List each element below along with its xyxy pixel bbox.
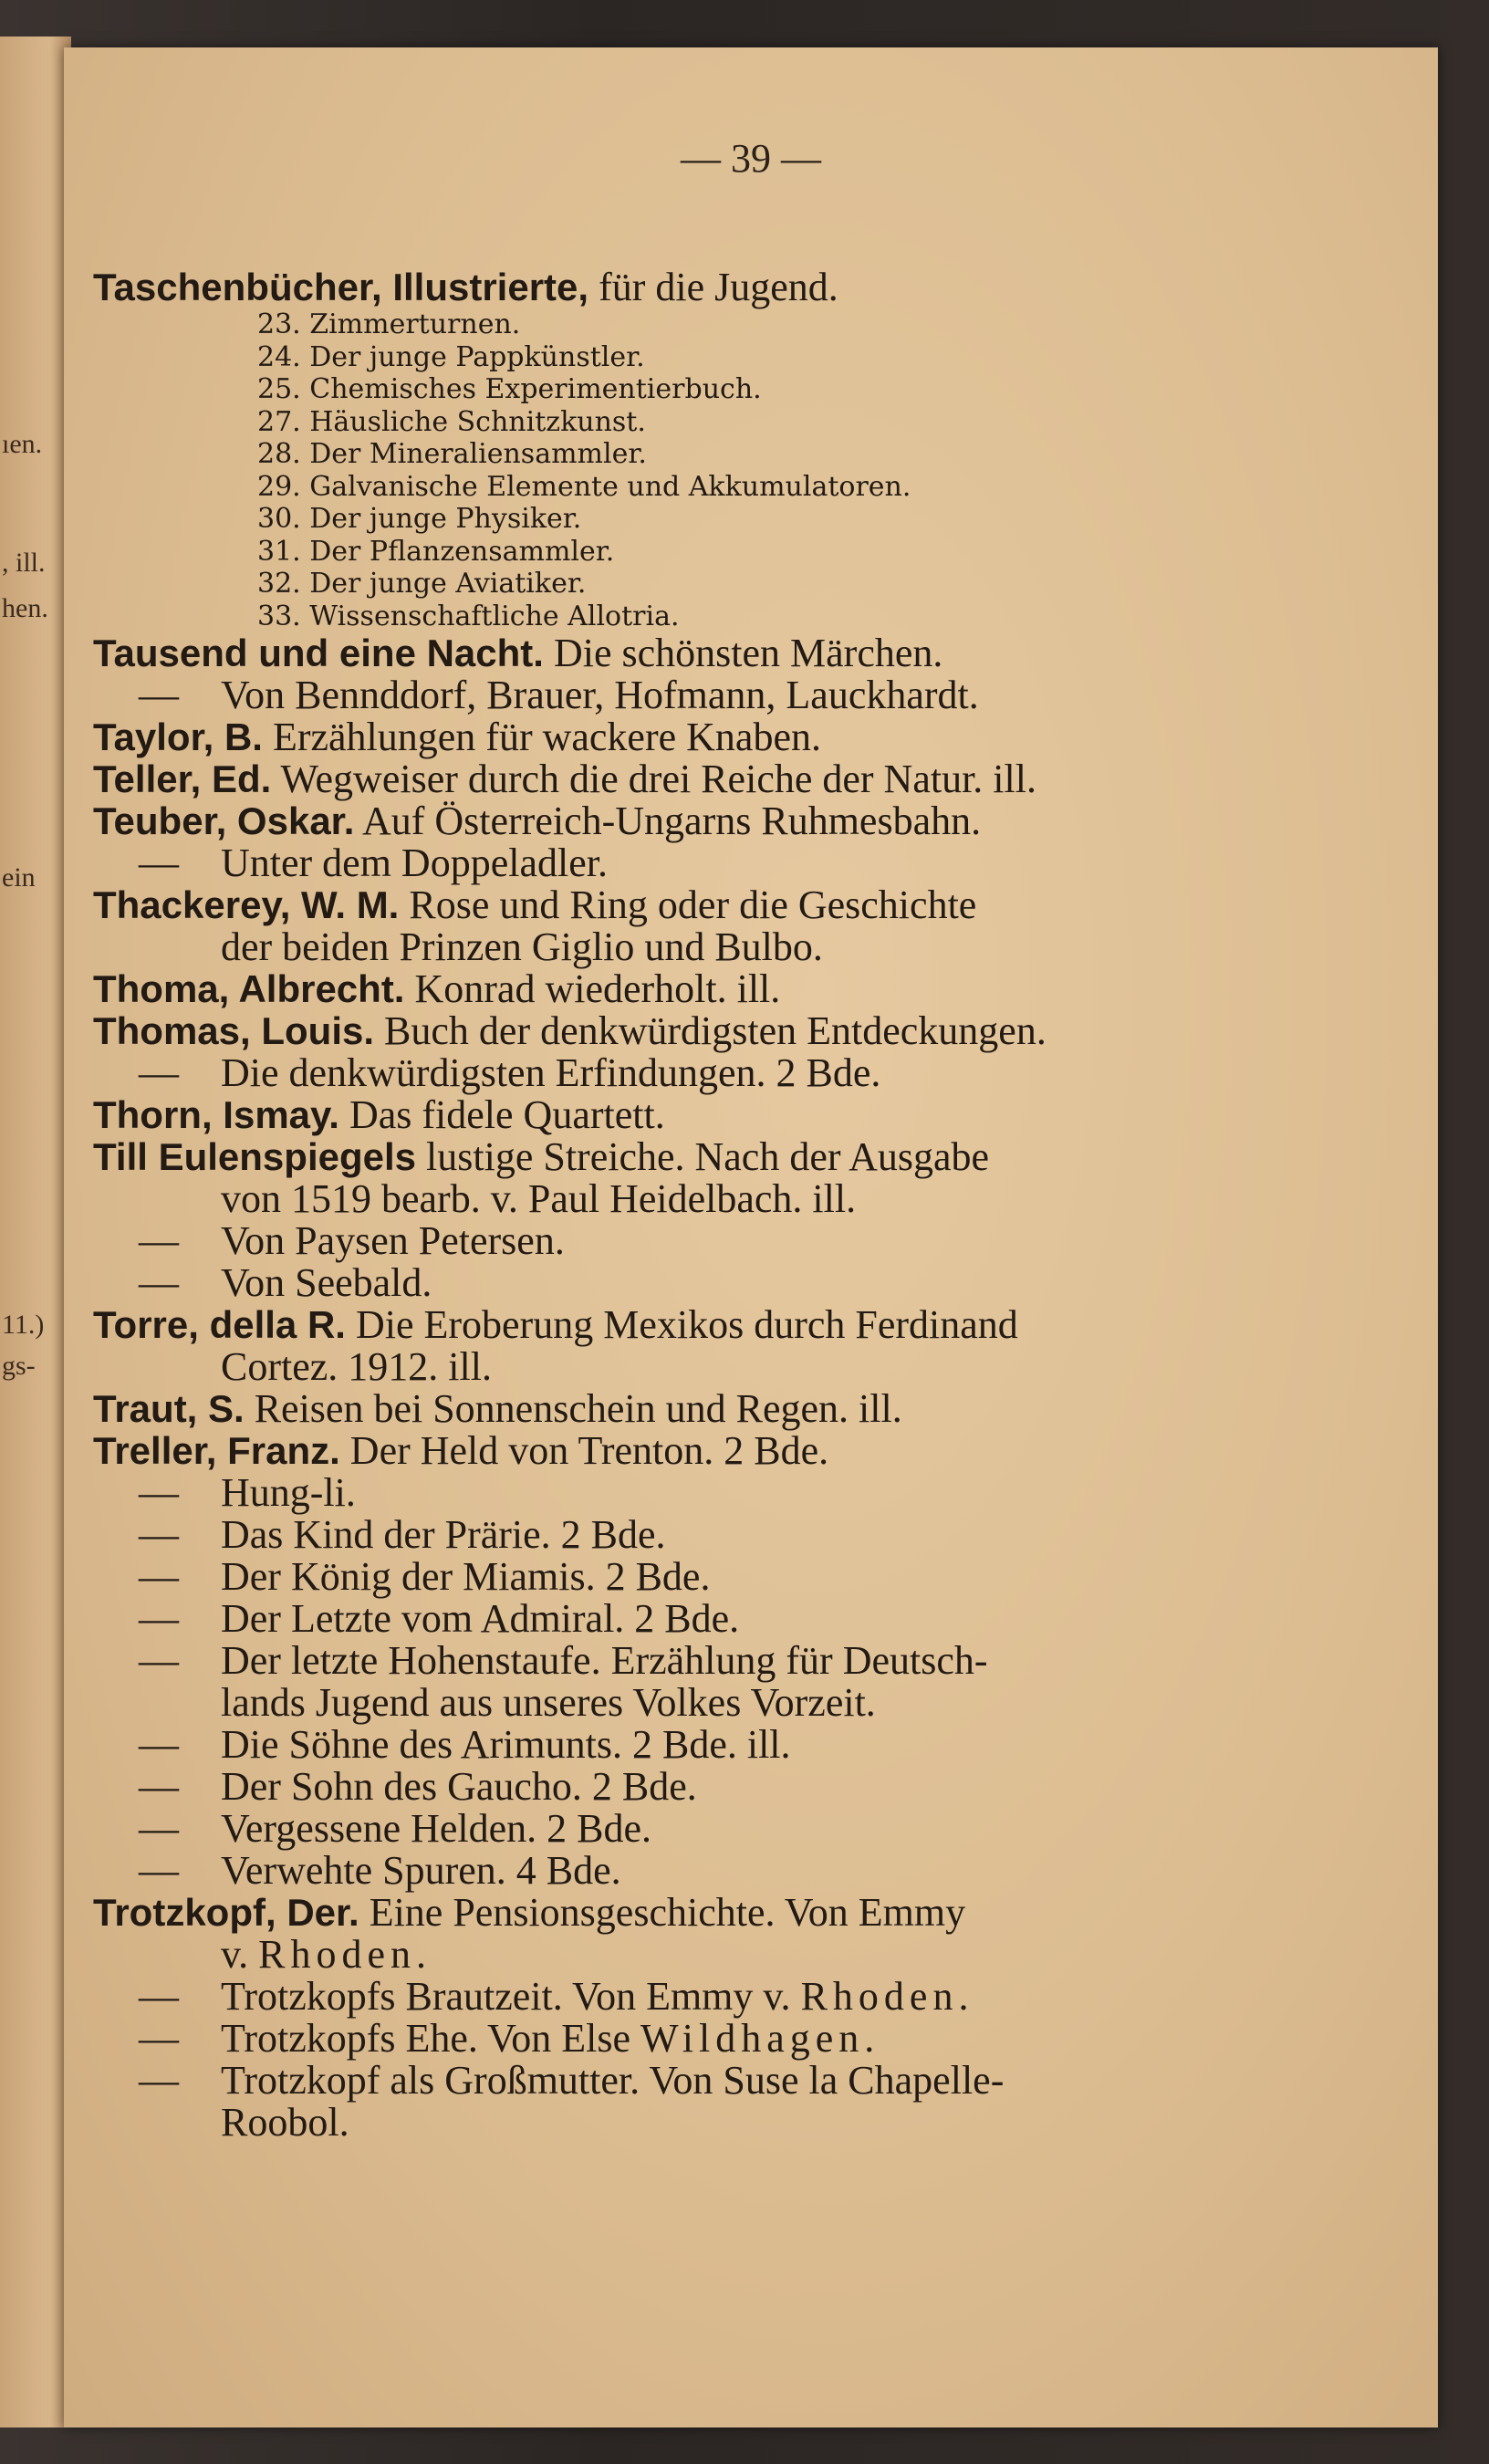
entry-line — [93, 1766, 1316, 1808]
catalog-entry — [93, 1094, 1316, 1136]
catalog-entries — [93, 266, 1316, 2144]
margin-fragment: hen. — [2, 593, 48, 623]
entry-line — [93, 1850, 1316, 1892]
entry-title: Von Paysen Petersen. — [221, 1218, 565, 1263]
series-item: 33. Wissenschaftliche Allotria. — [257, 600, 680, 632]
entry-line — [93, 1136, 1316, 1178]
entry-line — [93, 1976, 1316, 2018]
entry-title: Auf Österreich-Ungarns Ruhmesbahn. — [354, 799, 982, 843]
entry-continuation: von 1519 bearb. v. Paul Heidelbach. ill. — [221, 1176, 857, 1221]
spaced-name: Rhoden — [800, 1974, 959, 2019]
ditto-mark: — — [139, 1050, 179, 1095]
series-item: 30. Der junge Physiker. — [257, 503, 582, 535]
entry-title: Das Kind der Prärie. 2 Bde. — [221, 1512, 666, 1557]
entry-author: Thorn, Ismay. — [93, 1093, 339, 1136]
entry-title: Reisen bei Sonnenschein und Regen. ill. — [244, 1386, 902, 1431]
entry-author: Till Eulenspiegels — [93, 1135, 417, 1178]
ditto-mark: — — [139, 1638, 179, 1683]
entry-title: Der König der Miamis. 2 Bde. — [221, 1554, 711, 1599]
entry-title: lustige Streiche. Nach der Ausgabe — [416, 1134, 990, 1179]
ditto-mark: — — [139, 1512, 179, 1557]
entry-continuation: Roobol. — [221, 2100, 349, 2145]
entry-continuation: lands Jugend aus unseres Volkes Vorzeit. — [221, 1680, 876, 1725]
previous-page-edge — [0, 37, 71, 2427]
entry-author: Treller, Franz. — [93, 1429, 340, 1472]
entry-line — [93, 1640, 1316, 1682]
entry-title: Hung-li. — [221, 1470, 356, 1515]
entry-title: Die denkwürdigsten Erfindungen. 2 Bde. — [221, 1050, 881, 1095]
catalog-entry — [93, 968, 1316, 1010]
entry-line — [93, 1304, 1316, 1346]
catalog-entry — [93, 758, 1316, 800]
entry-line — [93, 1220, 1316, 1262]
entry-title: Unter dem Doppeladler. — [221, 840, 608, 885]
catalog-entry — [93, 1472, 1316, 1514]
entry-title: Trotzkopf als Großmutter. Von Suse la Chapelle- — [221, 2058, 1005, 2103]
entry-punct: . — [416, 1932, 427, 1977]
entry-line — [93, 884, 1316, 926]
catalog-entry — [93, 1136, 1316, 1220]
entry-title: Konrad wiederholt. ill. — [404, 966, 781, 1011]
catalog-entry — [93, 1220, 1316, 1262]
ditto-mark: — — [139, 1764, 179, 1809]
margin-fragment: ıen. — [2, 429, 43, 459]
entry-line — [93, 1682, 1316, 1724]
catalog-entry — [93, 1808, 1316, 1850]
ditto-mark: — — [139, 1848, 179, 1893]
entry-title: Die Söhne des Arimunts. 2 Bde. ill. — [221, 1722, 791, 1767]
entry-author: Trotzkopf, Der. — [93, 1891, 359, 1934]
catalog-entry — [93, 1430, 1316, 1472]
entry-line — [93, 674, 1316, 716]
series-item: 28. Der Mineraliensammler. — [257, 438, 647, 470]
entry-punct: . — [958, 1974, 969, 2019]
entry-line — [93, 1556, 1316, 1598]
entry-title: Trotzkopfs Ehe. Von Else — [221, 2016, 640, 2061]
ditto-mark: — — [139, 1806, 179, 1851]
book-page — [64, 47, 1438, 2427]
catalog-entry — [93, 884, 1316, 968]
entry-title: Wegweiser durch die drei Reiche der Natur. ill. — [271, 757, 1036, 801]
entry-punct: . — [864, 2016, 875, 2061]
catalog-entry — [93, 632, 1316, 674]
series-item: 25. Chemisches Experimentierbuch. — [257, 373, 762, 405]
entry-line — [93, 1262, 1316, 1304]
entry-line — [93, 2060, 1316, 2102]
entry-line — [93, 758, 1316, 800]
entry-title: Rose und Ring oder die Geschichte — [399, 882, 977, 927]
entry-continuation: Cortez. 1912. ill. — [221, 1344, 492, 1389]
series-item: 32. Der junge Aviatiker. — [257, 568, 587, 600]
catalog-entry — [93, 1766, 1316, 1808]
ditto-mark: — — [139, 1218, 179, 1263]
entry-title: Trotzkopfs Brautzeit. Von Emmy v. — [221, 1974, 801, 2019]
page-number: — 39 — — [681, 136, 821, 181]
entry-line — [93, 1010, 1316, 1052]
ditto-mark: — — [139, 1596, 179, 1641]
entry-line — [93, 2102, 1316, 2144]
entry-author: Torre, della R. — [93, 1303, 346, 1346]
entry-line — [93, 632, 1316, 674]
catalog-entry — [93, 1388, 1316, 1430]
entry-line — [93, 842, 1316, 884]
catalog-entry — [93, 1556, 1316, 1598]
entry-author: Teller, Ed. — [93, 757, 272, 800]
entry-line — [93, 1430, 1316, 1472]
ditto-mark: — — [139, 673, 179, 717]
catalog-entry — [93, 1892, 1316, 1976]
entry-title: für die Jugend. — [588, 265, 838, 309]
catalog-entry — [93, 674, 1316, 716]
catalog-entry — [93, 842, 1316, 884]
entry-line — [93, 1178, 1316, 1220]
entry-line — [93, 1094, 1316, 1136]
entry-title: Vergessene Helden. 2 Bde. — [221, 1806, 652, 1851]
entry-author: Thackerey, W. M. — [93, 883, 400, 926]
spaced-name: Rhoden — [258, 1932, 417, 1977]
entry-continuation: v. — [221, 1932, 259, 1977]
entry-line — [93, 2018, 1316, 2060]
entry-line — [93, 1052, 1316, 1094]
entry-title: Von Bennddorf, Brauer, Hofmann, Lauckhardt. — [221, 673, 979, 717]
catalog-entry — [93, 1304, 1316, 1388]
catalog-entry — [93, 2018, 1316, 2060]
catalog-entry — [93, 1052, 1316, 1094]
spaced-name: Wildhagen — [640, 2016, 865, 2061]
entry-line — [93, 926, 1316, 968]
margin-fragment: gs- — [2, 1351, 36, 1381]
catalog-entry — [93, 1514, 1316, 1556]
entry-title: Die Eroberung Mexikos durch Ferdinand — [345, 1302, 1018, 1347]
ditto-mark: — — [139, 1722, 179, 1767]
entry-line — [93, 800, 1316, 842]
series-item: 27. Häusliche Schnitzkunst. — [257, 405, 646, 438]
entry-line — [93, 1514, 1316, 1556]
catalog-entry — [93, 1010, 1316, 1052]
entry-line — [93, 1808, 1316, 1850]
catalog-entry — [93, 1724, 1316, 1766]
ditto-mark: — — [139, 1974, 179, 2019]
ditto-mark: — — [139, 840, 179, 885]
entry-line — [93, 1724, 1316, 1766]
ditto-mark: — — [139, 1260, 179, 1305]
catalog-entry — [93, 1262, 1316, 1304]
entry-line — [93, 1388, 1316, 1430]
entry-title: Das fidele Quartett. — [338, 1092, 665, 1137]
catalog-entry — [93, 1598, 1316, 1640]
entry-author: Teuber, Oskar. — [93, 799, 355, 842]
margin-fragment: 11.) — [2, 1310, 45, 1340]
entry-line — [93, 1892, 1316, 1934]
catalog-entry — [93, 1640, 1316, 1724]
entry-title: Eine Pensionsgeschichte. Von Emmy — [359, 1890, 966, 1935]
entry-line — [93, 1472, 1316, 1514]
ditto-mark: — — [139, 1470, 179, 1515]
entry-line — [93, 266, 1316, 308]
ditto-mark: — — [139, 1554, 179, 1599]
entry-author: Taschenbücher, Illustrierte, — [93, 266, 589, 308]
entry-author: Tausend und eine Nacht. — [93, 632, 544, 674]
entry-title: Der Sohn des Gaucho. 2 Bde. — [221, 1764, 697, 1809]
catalog-entry — [93, 266, 1316, 632]
ditto-mark: — — [139, 2016, 179, 2061]
series-item: 23. Zimmerturnen. — [257, 308, 521, 340]
catalog-entry — [93, 1976, 1316, 2018]
entry-title: Von Seebald. — [221, 1260, 432, 1305]
entry-line — [93, 968, 1316, 1010]
entry-title: Der letzte Hohenstaufe. Erzählung für Deutsch- — [221, 1638, 988, 1683]
entry-line — [93, 716, 1316, 758]
entry-line — [93, 1346, 1316, 1388]
entry-author: Thoma, Albrecht. — [93, 967, 405, 1010]
catalog-entry — [93, 2060, 1316, 2144]
margin-fragment: , ill. — [2, 548, 46, 578]
entry-title: Der Letzte vom Admiral. 2 Bde. — [221, 1596, 740, 1641]
entry-title: Die schönsten Märchen. — [543, 631, 943, 675]
entry-author: Taylor, B. — [93, 715, 263, 758]
series-item: 31. Der Pflanzensammler. — [257, 535, 615, 568]
margin-fragment: ein — [2, 862, 36, 893]
entry-continuation: der beiden Prinzen Giglio und Bulbo. — [221, 924, 823, 969]
entry-line — [93, 1598, 1316, 1640]
catalog-entry — [93, 716, 1316, 758]
entry-title: Verwehte Spuren. 4 Bde. — [221, 1848, 621, 1893]
entry-author: Thomas, Louis. — [93, 1009, 375, 1052]
series-item: 24. Der junge Pappkünstler. — [257, 340, 645, 373]
entry-title: Erzählungen für wackere Knaben. — [262, 715, 821, 759]
entry-author: Traut, S. — [93, 1387, 245, 1430]
ditto-mark: — — [139, 2058, 179, 2103]
catalog-entry — [93, 800, 1316, 842]
entry-title: Buch der denkwürdigsten Entdeckungen. — [374, 1008, 1046, 1053]
entry-title: Der Held von Trenton. 2 Bde. — [339, 1428, 829, 1473]
catalog-entry — [93, 1850, 1316, 1892]
series-item: 29. Galvanische Elemente und Akkumulatoren. — [257, 470, 911, 503]
entry-line — [93, 1934, 1316, 1976]
